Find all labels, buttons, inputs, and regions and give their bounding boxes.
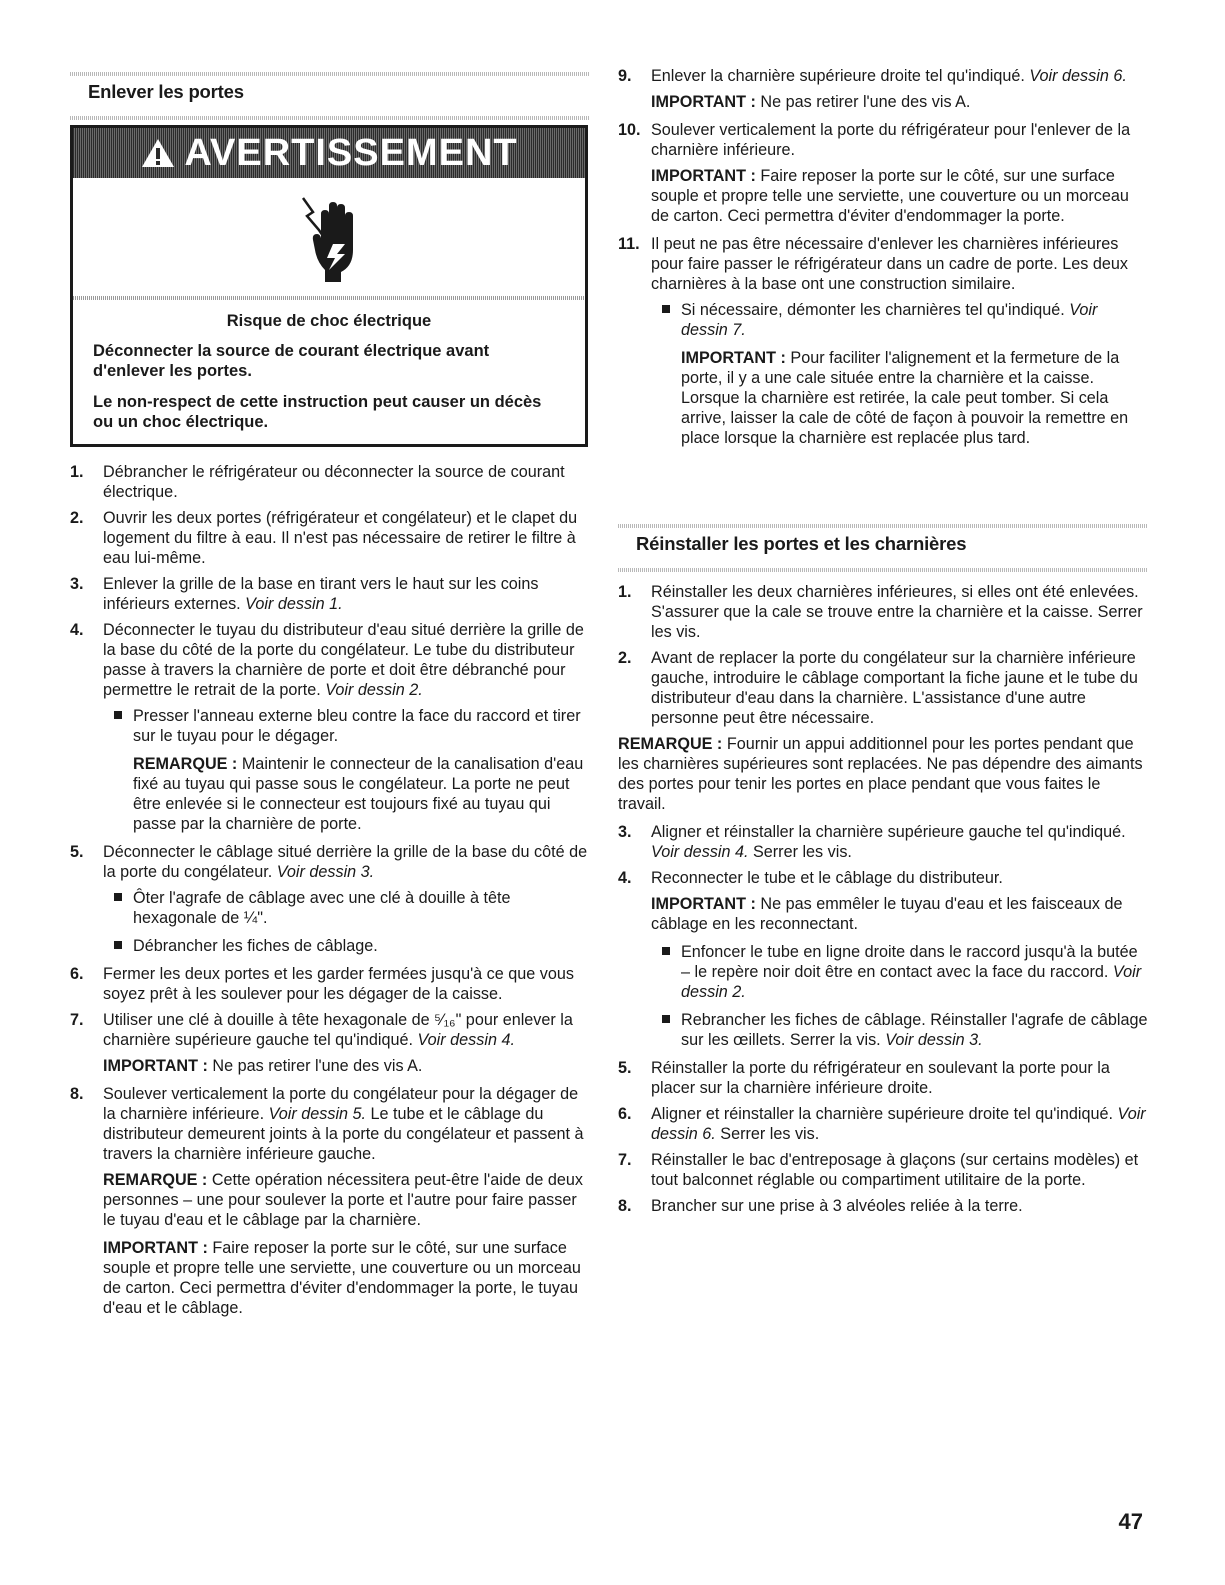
warning-title: Risque de choc électrique	[226, 312, 432, 330]
step-1: 1. Débrancher le réfrigérateur ou déconnecter la source de courant électrique.	[70, 463, 565, 501]
step-4-bullets	[70, 706, 590, 746]
step-6: 6. Fermer les deux portes et les garder fermées jusqu'à ce que vous soyez prêt à les soulever pour les dégager de la caisse.	[70, 965, 574, 1003]
figure-ref: Voir dessin 4.	[417, 1031, 515, 1049]
reinstall-step-4-bullets	[618, 942, 1148, 1050]
step-8-remark: REMARQUE : Cette opération nécessitera peut-être l'aide de deux personnes – une pour soulever la porte et l'autre pour faire passer le tuyau d'eau et le câblage par la charnière.	[103, 1171, 583, 1229]
reinstall-step-7: 7. Réinstaller le bac d'entreposage à glaçons (sur certains modèles) et tout balconnet réglable ou compartiment utilitaire de la porte.	[618, 1151, 1139, 1189]
figure-ref: Voir dessin 2.	[325, 681, 423, 699]
step-10: 10. Soulever verticalement la porte du réfrigérateur pour l'enlever de la charnière inférieure.	[618, 121, 1131, 159]
step-9-important: IMPORTANT : Ne pas retirer l'une des vis A.	[651, 93, 971, 111]
step-5: 5. Déconnecter le câblage situé derrière la grille de la base du côté de la porte du congélateur. Voir dessin 3.	[70, 843, 588, 881]
warning-triangle-icon	[140, 137, 176, 169]
step-7-important: IMPORTANT : Ne pas retirer l'une des vis A.	[103, 1057, 423, 1075]
warning-box	[70, 125, 588, 447]
page-number: 47	[1118, 1509, 1143, 1534]
reinstall-step-1: 1. Réinstaller les deux charnières inférieures, si elles ont été enlevées. S'assurer que la cale se trouve entre la charnière et la caisse. Serrer les vis.	[618, 583, 1143, 641]
figure-ref: Voir dessin 6.	[651, 1105, 1146, 1143]
step-11-important: IMPORTANT : Pour faciliter l'alignement et la fermeture de la porte, il y a une cale située entre la charnière et la caisse. Lorsque la charnière est retirée, la cale peut tomber. Si cela arrive, laisser la cale de côté de façon à pouvoir la remettre en place lorsque la charnière est replacée plus tard.	[681, 349, 1129, 447]
reinstall-step-2: 2. Avant de replacer la porte du congélateur sur la charnière inférieure gauche, introduire le câblage comportant la fiche jaune et le tube du distributeur d'eau dans la charnière. L'assistance d'une autre personne peut être nécessaire.	[618, 649, 1138, 727]
reinstall-steps	[618, 582, 1148, 1222]
bullet-icon	[114, 711, 122, 719]
step-2: 2. Ouvrir les deux portes (réfrigérateur et congélateur) et le clapet du logement du filtre à eau. Il n'est pas nécessaire de retirer le filtre à eau lui-même.	[70, 509, 578, 567]
step-5-bullets	[70, 888, 590, 956]
reinstall-step-8: 8. Brancher sur une prise à 3 alvéoles reliée à la terre.	[618, 1197, 1023, 1215]
step-10-important: IMPORTANT : Faire reposer la porte sur le côté, sur une surface souple et propre telle une serviette, une couverture ou un morceau de carton. Ceci permettra d'éviter d'endommager la porte.	[651, 167, 1129, 225]
step-4-remark: REMARQUE : Maintenir le connecteur de la canalisation d'eau fixé au tuyau qui passe sous le congélateur. La porte ne peut être enlevée si le connecteur est toujours fixé au tuyau qui passe par la charnière de porte.	[133, 755, 584, 833]
figure-ref: Voir dessin 5.	[268, 1105, 367, 1123]
bullet-icon	[662, 305, 670, 313]
figure-ref: Voir dessin 6.	[1029, 67, 1127, 85]
bullet-icon	[114, 941, 122, 949]
reinstall-step-5: 5. Réinstaller la porte du réfrigérateur en soulevant la porte pour la placer sur la charnière inférieure droite.	[618, 1059, 1110, 1097]
step-8-important: IMPORTANT : Faire reposer la porte sur le côté, sur une surface souple et propre telle une serviette, une couverture ou un morceau de carton. Ceci permettra d'éviter d'endommager la porte, le tuyau d'eau et le câblage.	[103, 1239, 581, 1317]
section-title: Réinstaller les portes et les charnières	[636, 533, 967, 554]
list-item: Enfoncer le tube en ligne droite dans le raccord jusqu'à la butée – le repère noir doit être en contact avec la face du raccord. Voir dessin 2.	[618, 942, 1148, 1002]
step-9: 9. Enlever la charnière supérieure droite tel qu'indiqué. Voir dessin 6.	[618, 67, 1127, 85]
figure-ref: Voir dessin 2.	[681, 963, 1142, 1001]
warning-divider	[73, 296, 585, 300]
reinstall-step-3: 3. Aligner et réinstaller la charnière supérieure gauche tel qu'indiqué. Voir dessin 4. Serrer les vis.	[618, 823, 1126, 861]
bullet-icon	[114, 893, 122, 901]
remove-steps	[70, 462, 590, 1326]
list-item: Ôter l'agrafe de câblage avec une clé à douille à tête hexagonale de ¼".	[70, 888, 590, 928]
warning-paragraph-2: Le non-respect de cette instruction peut causer un décès ou un choc électrique.	[93, 393, 542, 431]
section-header-reinstall	[618, 524, 1148, 572]
step-3: 3. Enlever la grille de la base en tirant vers le haut sur les coins inférieurs externes. Voir dessin 1.	[70, 575, 539, 613]
section-title: Enlever les portes	[88, 81, 244, 102]
figure-ref: Voir dessin 7.	[681, 301, 1098, 339]
step-4: 4. Déconnecter le tuyau du distributeur d'eau situé derrière la grille de la base du côté de la porte du congélateur. Le tube du distributeur passe à travers la charnière de porte et doit être débranché pour permettre le retrait de la porte. Voir dessin 2.	[70, 621, 584, 699]
reinstall-remark: REMARQUE : Fournir un appui additionnel pour les portes pendant que les charnières supérieures sont replacées. Ne pas dépendre des aimants des portes pour tenir les portes en place pendant que vous faites le travail.	[618, 735, 1143, 813]
figure-ref: Voir dessin 4.	[651, 843, 749, 861]
figure-ref: Voir dessin 3.	[885, 1031, 983, 1049]
section-header-remove-doors	[70, 72, 590, 120]
step-11: 11. Il peut ne pas être nécessaire d'enlever les charnières inférieures pour faire passer le réfrigérateur dans un cadre de porte. Les deux charnières à la base ont une construction similaire.	[618, 235, 1128, 293]
reinstall-step-4-important: IMPORTANT : Ne pas emmêler le tuyau d'eau et les faisceaux de câblage en les reconnectant.	[651, 895, 1123, 933]
remove-steps-continued	[618, 66, 1148, 456]
bullet-icon	[662, 947, 670, 955]
list-item: Si nécessaire, démonter les charnières tel qu'indiqué. Voir dessin 7.	[618, 300, 1148, 340]
list-item: Débrancher les fiches de câblage.	[70, 936, 590, 956]
figure-ref: Voir dessin 3.	[276, 863, 375, 881]
warning-banner-text: AVERTISSEMENT	[184, 132, 518, 174]
reinstall-step-4: 4. Reconnecter le tube et le câblage du distributeur.	[618, 869, 1003, 887]
figure-ref: Voir dessin 1.	[245, 595, 343, 613]
list-item: Presser l'anneau externe bleu contre la face du raccord et tirer sur le tuyau pour le dégager.	[70, 706, 590, 746]
warning-banner	[73, 128, 585, 178]
step-8: 8. Soulever verticalement la porte du congélateur pour la dégager de la charnière inférieure. Voir dessin 5. Le tube et le câblage du distributeur demeurent joints à la porte du congélateur et passent à travers la charnière inférieure gauche.	[70, 1085, 584, 1163]
list-item: Rebrancher les fiches de câblage. Réinstaller l'agrafe de câblage sur les œillets. Serrer la vis. Voir dessin 3.	[618, 1010, 1148, 1050]
step-11-bullets	[618, 300, 1148, 340]
warning-paragraph-1: Déconnecter la source de courant électrique avant d'enlever les portes.	[93, 342, 490, 380]
bullet-icon	[662, 1015, 670, 1023]
electric-shock-hand-icon	[293, 194, 363, 284]
reinstall-step-6: 6. Aligner et réinstaller la charnière supérieure droite tel qu'indiqué. Voir dessin 6. Serrer les vis.	[618, 1105, 1146, 1143]
step-7: 7. Utiliser une clé à douille à tête hexagonale de ⁵⁄₁₆" pour enlever la charnière supérieure gauche tel qu'indiqué. Voir dessin 4.	[70, 1011, 573, 1049]
